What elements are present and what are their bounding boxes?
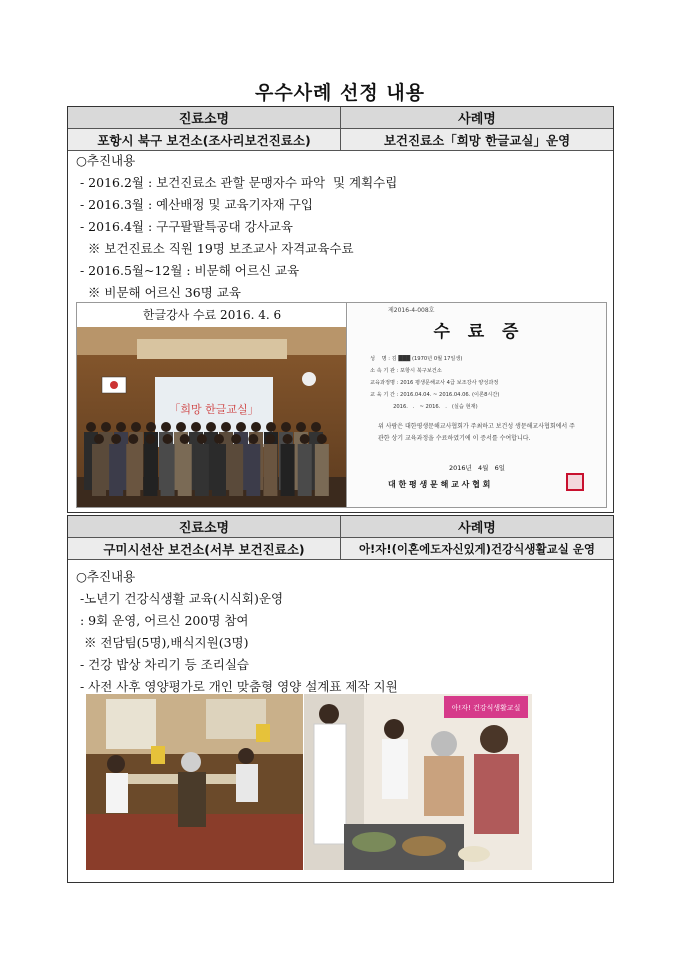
certificate-field: 2016. . ~ 2016. . (실습 현재) [370,404,478,410]
person-head [236,422,246,432]
detail-line: - 2016.5월~12월 : 비문해 어르신 교육 [76,263,300,278]
person-body [126,444,140,496]
person-body [298,444,312,496]
person-head [180,434,190,444]
person-head [116,422,126,432]
banner-text: 「희망 한글교실」 [169,403,259,416]
person-head [296,422,306,432]
person-head [146,422,156,432]
person-head [131,422,141,432]
person-head [266,422,276,432]
group-photo [77,303,347,507]
case2-details [76,566,398,698]
detail-line: ※ 보건진료소 직원 19명 보조교사 자격교육수료 [76,241,354,256]
certificate-body: 위 사람은 대한평생문해교사협회가 주최하고 보건성 생문해교사협회에서 주관한 상기 교육과정을 수료하였기에 이 증서를 수여합니다. [378,423,575,442]
center-header: 진료소명 [68,107,341,128]
detail-line: - 2016.2월 : 보건진료소 관할 문맹자수 파악 및 계획수립 [76,175,398,190]
case-header: 사례명 [458,112,496,127]
case2-case-name: 아!자!(이혼에도자신있게)건강식생활교실 운영 [358,541,596,556]
person-body [315,444,329,496]
person-head [101,422,111,432]
case2-value-row [68,538,613,560]
person-head [191,422,201,432]
case1-table [67,106,614,513]
person-body [143,444,157,496]
detail-line: ○추진내용 [76,569,136,584]
case1-center-name: 포항시 북구 보건소(조사리보건진료소) [68,129,341,150]
certificate-field: 교육과정명 : 2016 평생문해교사 4급 보조강사 양성과정 [370,380,499,386]
person-body [212,444,226,496]
case1-value-row [68,129,613,151]
cooking-banner-text: 아!자! 건강식생활교실 [451,704,521,712]
certificate-field: 소 속 기 관 : 포항시 북구보건소 [370,368,442,374]
person-head [221,422,231,432]
cooking-photo-image [304,694,532,870]
person-head [281,422,291,432]
consultation-photo-image [86,694,303,870]
certificate-date: 2016년 4월 6일 [448,464,506,472]
certificate-issuer: 대 한 평 생 문 해 교 사 협 회 [388,480,491,489]
person-head [283,434,293,444]
person-body [178,444,192,496]
case-header: 사례명 [458,521,496,536]
case1-header-row [68,107,613,129]
person-body [161,444,175,496]
person-head [161,422,171,432]
detail-line: - 사전 사후 영양평가로 개인 맞춤형 영양 설계표 제작 지원 [76,679,398,694]
page-title: 우수사례 선정 내용 [254,82,426,104]
group-people [77,327,347,507]
person-head [163,434,173,444]
certificate-title: 수 료 증 [433,322,521,342]
certificate-field: 교 육 기 간 : 2016.04.04. ~ 2016.04.06. (이론8시간) [370,392,500,398]
person-head [176,422,186,432]
certificate-number: 제2016-4-008호 [388,307,435,314]
person-head [86,422,96,432]
person-head [231,434,241,444]
center-header: 진료소명 [68,516,341,537]
detail-line: ○추진내용 [76,153,136,168]
detail-line: : 9회 운영, 어르신 200명 참여 [76,613,249,628]
person-head [265,434,275,444]
person-head [206,422,216,432]
person-head [248,434,258,444]
case1-case-name: 보건진료소「희망 한글교실」운영 [383,132,571,148]
person-head [94,434,104,444]
person-head [300,434,310,444]
detail-line: - 2016.4월 : 구구팔팔특공대 강사교육 [76,219,293,234]
detail-line: - 건강 밥상 차리기 등 조리실습 [76,657,249,672]
person-head [145,434,155,444]
person-head [251,422,261,432]
case1-details [76,150,397,304]
person-head [317,434,327,444]
consultation-photo [86,694,303,870]
case2-center-name: 구미시선산 보건소(서부 보건진료소) [68,538,341,559]
person-head [311,422,321,432]
case2-table [67,515,614,883]
detail-line: ※ 비문해 어르신 36명 교육 [76,285,241,300]
person-head [197,434,207,444]
certificate-photo [348,303,606,507]
person-body [109,444,123,496]
person-head [214,434,224,444]
person-head [128,434,138,444]
person-body [195,444,209,496]
person-body [263,444,277,496]
person-body [246,444,260,496]
case1-photo-frame [76,302,607,508]
seal-stamp [566,473,584,491]
detail-line: ※ 전담팀(5명),배식지원(3명) [76,635,249,650]
certificate-field: 성 명 : 김 ███ (1970년 0월 17일생) [370,356,463,362]
certificate-fields [370,353,499,413]
case2-header-row [68,516,613,538]
detail-line: - 2016.3월 : 예산배정 및 교육기자재 구입 [76,197,313,212]
person-head [111,434,121,444]
cooking-practice-photo [304,694,532,870]
photo-caption: 한글강사 수료 2016. 4. 6 [77,303,347,327]
person-body [281,444,295,496]
person-body [92,444,106,496]
person-body [229,444,243,496]
detail-line: -노년기 건강식생활 교육(시식회)운영 [76,591,284,606]
